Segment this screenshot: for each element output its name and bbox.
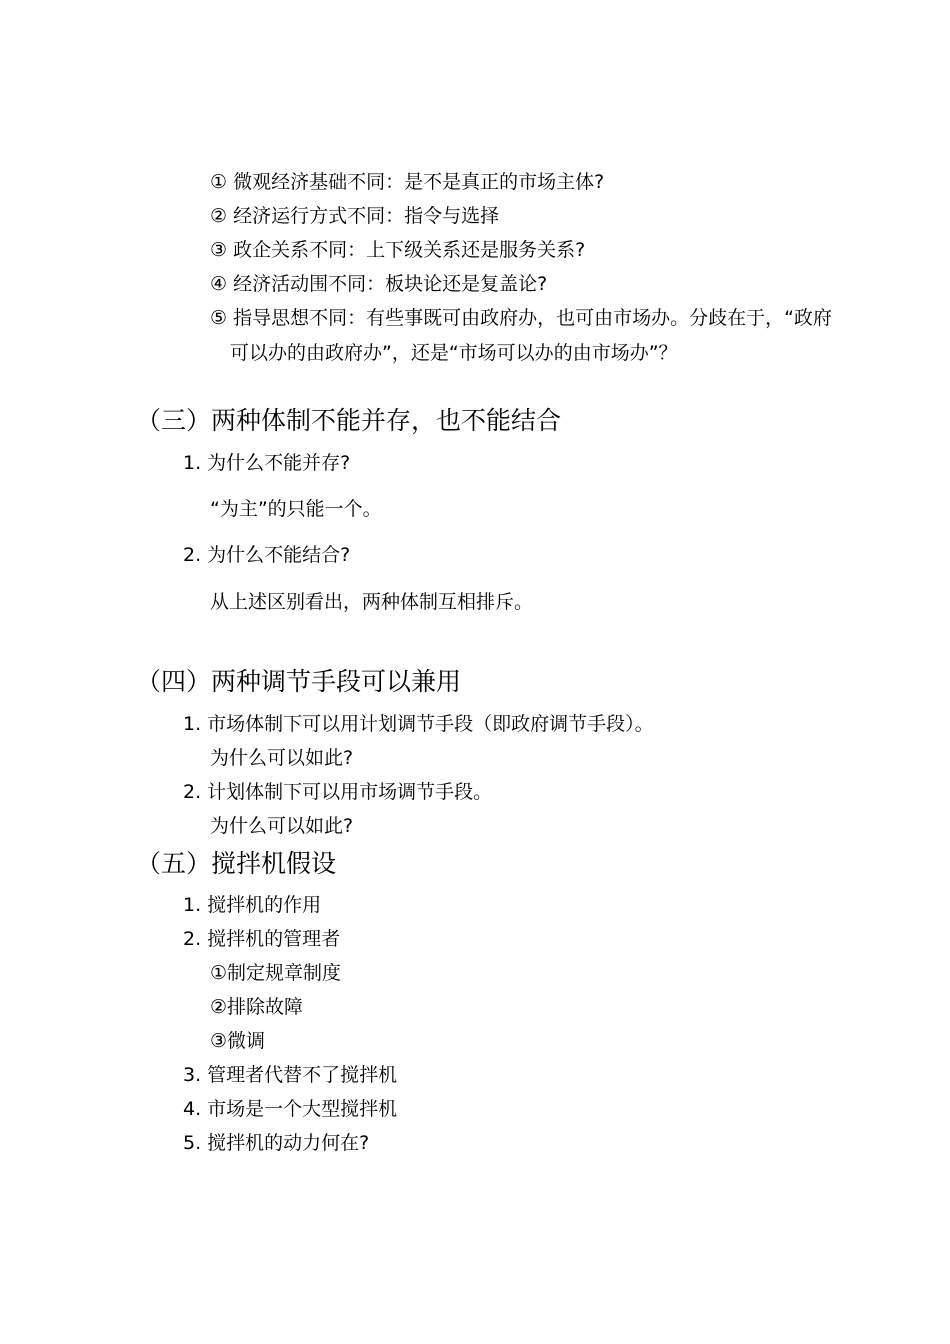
list-item: 2. 计划体制下可以用市场调节手段。 [183, 781, 493, 803]
section-heading: （三）两种体制不能并存，也不能结合 [136, 406, 562, 435]
list-item: 2. 搅拌机的管理者 [183, 928, 341, 950]
section-heading: （五）搅拌机假设 [136, 849, 337, 878]
section-heading: （四）两种调节手段可以兼用 [136, 667, 462, 696]
list-item: ④ 经济活动围不同：板块论还是复盖论? [210, 273, 548, 295]
list-item-continuation: 为什么可以如此? [210, 747, 354, 769]
sub-list-item: ②排除故障 [210, 996, 304, 1018]
list-item: 1. 市场体制下可以用计划调节手段（即政府调节手段）。 [183, 713, 654, 735]
list-item: ② 经济运行方式不同：指令与选择 [210, 205, 500, 227]
answer-text: “为主”的只能一个。 [210, 498, 382, 520]
list-item: 3. 管理者代替不了搅拌机 [183, 1064, 398, 1086]
sub-list-item: ①制定规章制度 [210, 962, 342, 984]
list-item: ③ 政企关系不同：上下级关系还是服务关系? [210, 239, 586, 261]
list-item: 4. 市场是一个大型搅拌机 [183, 1098, 398, 1120]
question-item: 2. 为什么不能结合? [183, 544, 351, 566]
list-item-continuation: 为什么可以如此? [210, 815, 354, 837]
answer-text: 从上述区别看出，两种体制互相排斥。 [210, 591, 534, 613]
list-item: ⑤ 指导思想不同：有些事既可由政府办，也可由市场办。分歧在于，“政府 [210, 307, 832, 329]
list-item: 1. 搅拌机的作用 [183, 894, 322, 916]
question-item: 1. 为什么不能并存? [183, 452, 351, 474]
sub-list-item: ③微调 [210, 1030, 266, 1052]
list-item-continuation: 可以办的由政府办”，还是“市场可以办的由市场办”？ [230, 342, 678, 364]
list-item: 5. 搅拌机的动力何在? [183, 1132, 370, 1154]
list-item: ① 微观经济基础不同：是不是真正的市场主体? [210, 171, 605, 193]
